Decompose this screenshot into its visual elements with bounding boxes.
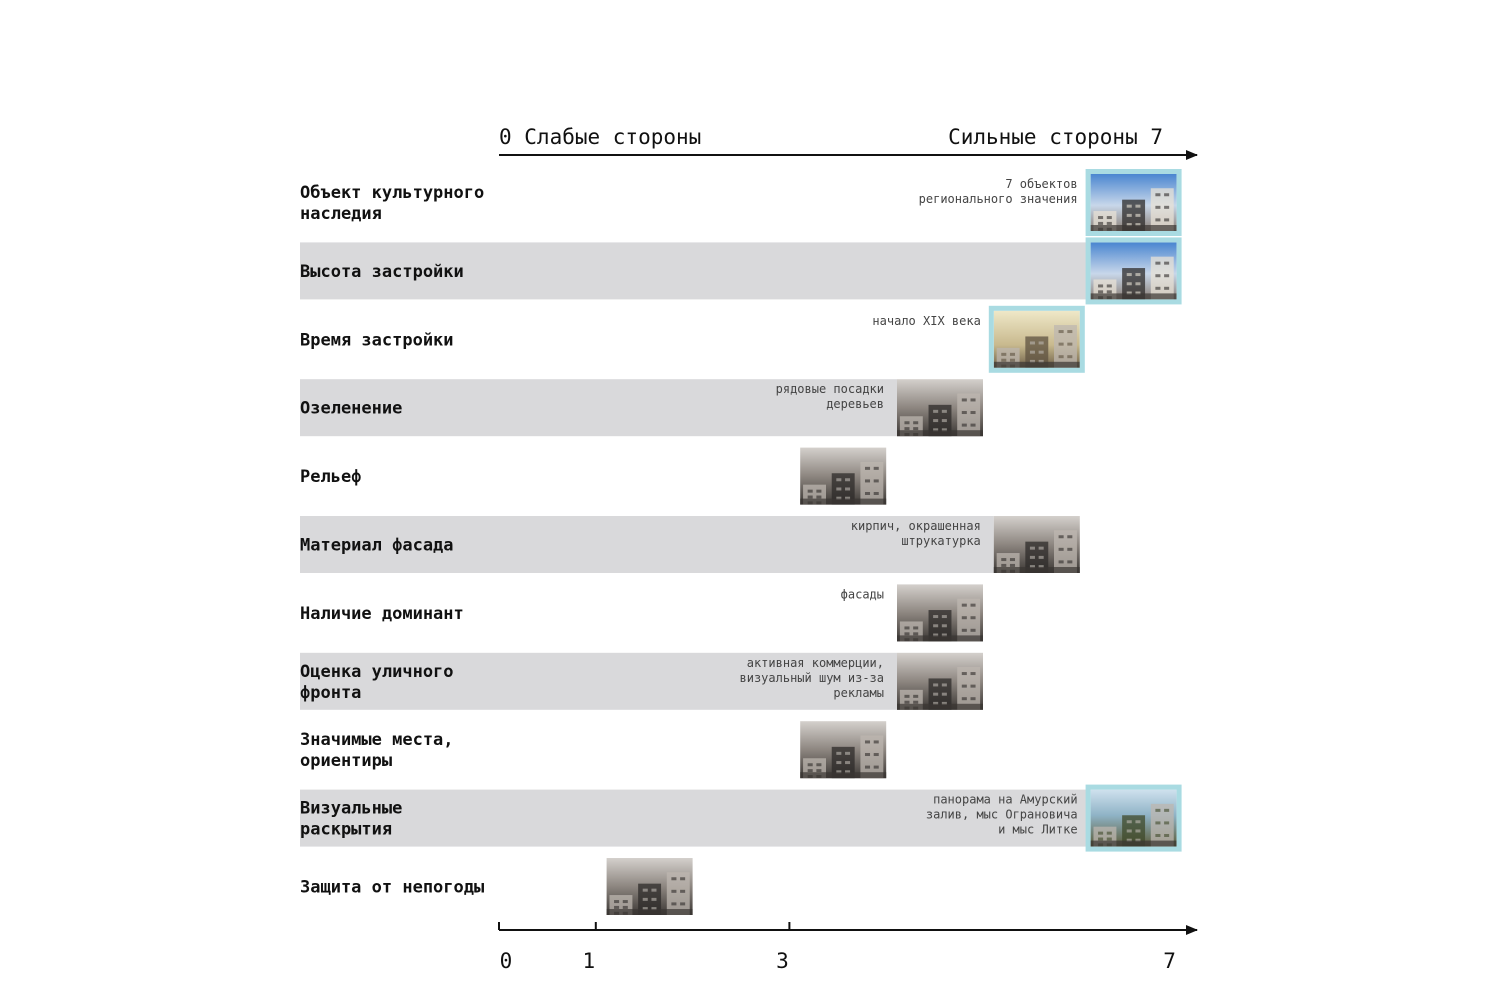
bar-photo <box>800 721 886 778</box>
row-label: Озеленение <box>300 398 403 419</box>
tick-label: 3 <box>776 949 789 973</box>
row <box>300 584 983 641</box>
bar-photo <box>1088 787 1179 849</box>
row <box>300 448 886 505</box>
row-label: Высота застройки <box>300 261 464 282</box>
bar-photo <box>897 379 983 436</box>
row-label: Защита от непогоды <box>300 877 485 898</box>
street-color-photo-icon <box>1091 242 1177 299</box>
row <box>300 240 1179 302</box>
row <box>300 516 1080 573</box>
annotation: фасады <box>840 587 884 602</box>
row-label: ориентиры <box>300 751 393 772</box>
row-label: фронта <box>300 682 362 703</box>
top-axis <box>499 125 1197 155</box>
weak-side-label: 0 Слабые стороны <box>499 125 702 149</box>
row <box>300 379 983 436</box>
bottom-axis <box>499 922 1197 973</box>
bay-panorama-photo-icon <box>1091 790 1177 847</box>
row-label: Объект культурного <box>300 183 485 203</box>
bar-photo <box>897 584 983 641</box>
annotation: рекламы <box>833 685 884 700</box>
bar-photo <box>991 308 1082 370</box>
row-label: Рельеф <box>300 467 362 488</box>
pedestrians-street-photo-icon <box>607 858 693 915</box>
dominant-building-photo-icon <box>897 584 983 641</box>
annotation: визуальный шум из-за <box>739 670 884 685</box>
annotation: 7 объектов <box>1005 177 1078 191</box>
strong-side-label: Сильные стороны 7 <box>948 125 1163 149</box>
street-color-photo-icon <box>1091 174 1177 231</box>
road-slope-photo-icon <box>800 448 886 505</box>
row <box>300 858 693 915</box>
annotation: штрукатурка <box>901 534 981 548</box>
bar-photo <box>607 858 693 915</box>
row-label: раскрытия <box>300 819 393 840</box>
row-label: наследия <box>300 204 382 224</box>
landmark-building-photo-icon <box>800 721 886 778</box>
row <box>300 308 1082 370</box>
annotation: кирпич, окрашенная <box>850 519 981 533</box>
row-label: Визуальные <box>300 798 403 819</box>
row-label: Оценка уличного <box>300 661 454 682</box>
building-trees-photo-icon <box>897 379 983 436</box>
bar-photo <box>1088 172 1179 234</box>
bar-photo <box>897 653 983 710</box>
row-label: Время застройки <box>300 330 454 351</box>
row <box>300 653 983 710</box>
row-label: Наличие доминант <box>300 603 464 624</box>
row-label: Значимые места, <box>300 730 454 751</box>
annotation: начало XIX века <box>872 313 981 328</box>
annotation: панорама на Амурский <box>933 792 1078 807</box>
annotation: активная коммерции, <box>746 655 884 670</box>
annotation: деревьев <box>826 397 884 412</box>
bar-photo <box>800 448 886 505</box>
rows <box>300 172 1179 916</box>
row <box>300 787 1179 849</box>
tick-label: 7 <box>1163 949 1176 973</box>
annotation: регионального значения <box>918 192 1078 206</box>
vintage-postcard-photo-icon <box>994 311 1080 368</box>
annotation: и мыс Литке <box>998 822 1078 837</box>
tick-label: 1 <box>582 949 596 973</box>
bar-photo <box>1088 240 1179 302</box>
facade-arches-photo-icon <box>994 516 1080 573</box>
row <box>300 172 1179 234</box>
row <box>300 721 886 778</box>
annotation: рядовые посадки <box>775 382 884 397</box>
street-front-photo-icon <box>897 653 983 710</box>
annotation: залив, мыс Ограновича <box>925 807 1078 822</box>
tick-label: 0 <box>499 949 513 973</box>
bar-photo <box>994 516 1080 573</box>
row-label: Материал фасада <box>300 535 454 556</box>
